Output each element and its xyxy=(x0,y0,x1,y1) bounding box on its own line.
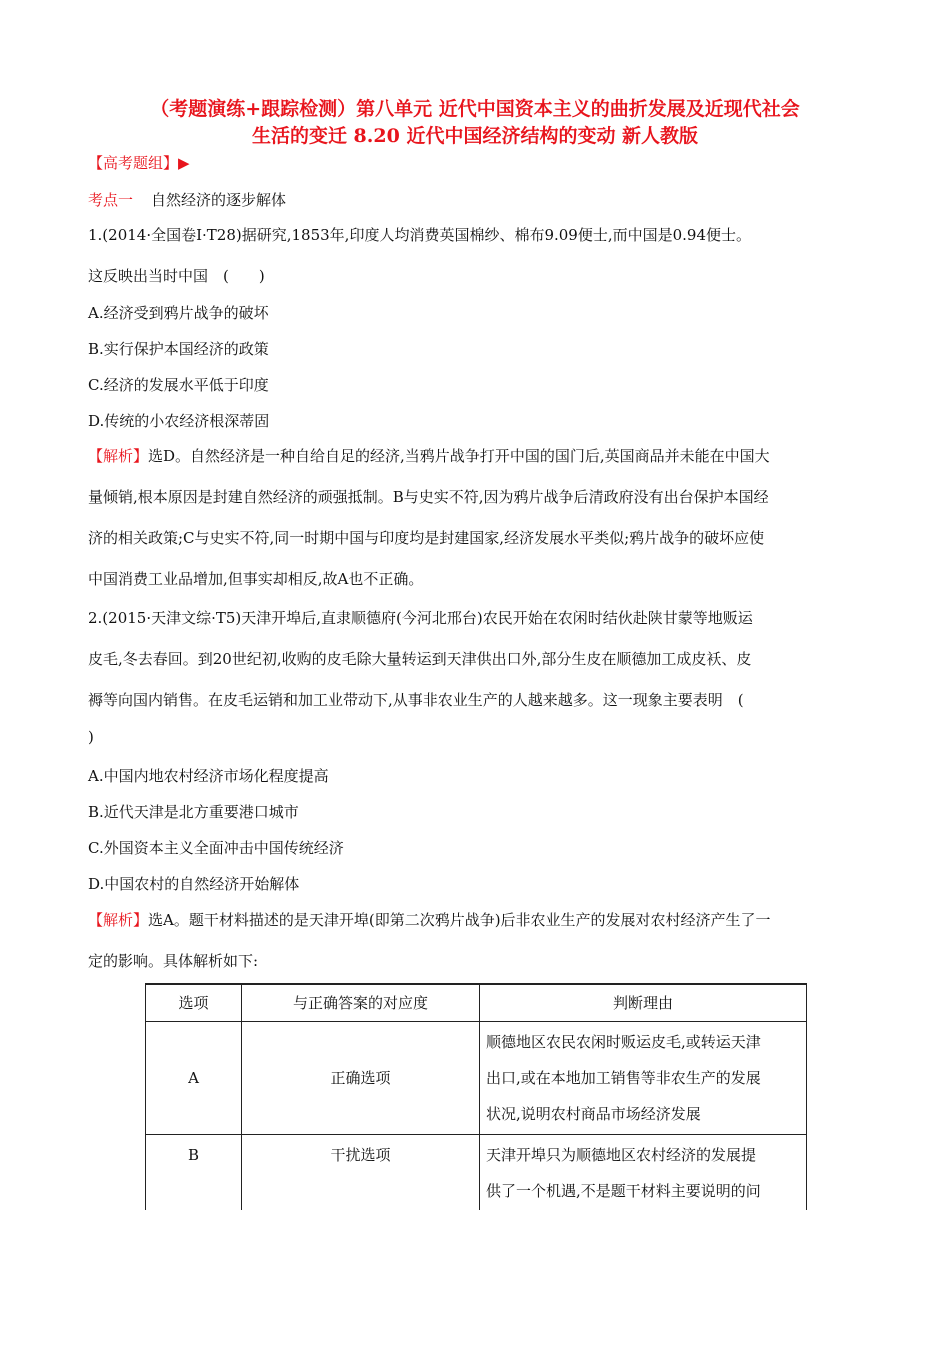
q1-stem-line-1: 1.(2014·全国卷Ⅰ·T28)据研究,1853年,印度人均消费英国棉纱、棉布9.09便士,而中国是0.94便士。 xyxy=(88,226,752,244)
q1-analysis-line-3: 济的相关政策;C与史实不符,同一时期中国与印度均是封建国家,经济发展水平类似;鸦片战争的破坏应使 xyxy=(88,529,765,547)
table-cell-reason: 顺德地区农民农闲时贩运皮毛,或转运天津 出口,或在本地加工销售等非农生产的发展 状况,说明农村商品市场经济发展 xyxy=(480,1022,807,1135)
q2-option-d: D.中国农村的自然经济开始解体 xyxy=(88,875,300,893)
q2-option-c: C.外国资本主义全面冲击中国传统经济 xyxy=(88,839,344,857)
table-header-option: 选项 xyxy=(146,984,242,1022)
q2-stem-line-3: 褥等向国内销售。在皮毛运销和加工业带动下,从事非农业生产的人越来越多。这一现象主要表明 ( xyxy=(88,691,744,709)
q1-option-c: C.经济的发展水平低于印度 xyxy=(88,376,269,394)
table-row xyxy=(146,1022,807,1135)
table-cell-degree: 正确选项 xyxy=(242,1022,480,1135)
q2-analysis-line-2: 定的影响。具体解析如下: xyxy=(88,952,259,970)
table-cell-option: B xyxy=(146,1135,242,1212)
q1-analysis-line-4: 中国消费工业品增加,但事实却相反,故A也不正确。 xyxy=(88,570,424,588)
q2-stem-line-2: 皮毛,冬去春回。到20世纪初,收购的皮毛除大量转运到天津供出口外,部分生皮在顺德加工成皮袄、皮 xyxy=(88,650,752,668)
table-row xyxy=(146,1135,807,1212)
kaodian-name: 自然经济的逐步解体 xyxy=(151,191,287,209)
kaodian-heading xyxy=(88,189,286,210)
q2-stem-line-4: ) xyxy=(88,728,94,746)
q2-option-a: A.中国内地农村经济市场化程度提高 xyxy=(88,767,329,785)
q1-option-d: D.传统的小农经济根深蒂固 xyxy=(88,412,270,430)
q2-stem-line-1: 2.(2015·天津文综·T5)天津开埠后,直隶顺德府(今河北邢台)农民开始在农闲时结伙赴陕甘蒙等地贩运 xyxy=(88,609,753,627)
table-header-row xyxy=(146,984,807,1022)
q1-analysis-tag: 【解析】 xyxy=(88,447,149,465)
kaodian-label: 考点一 xyxy=(88,191,134,209)
title-line-2: 生活的变迁 8.20 近代中国经济结构的变动 新人教版 xyxy=(251,125,699,147)
q1-option-a: A.经济受到鸦片战争的破坏 xyxy=(88,304,269,322)
q1-option-b: B.实行保护本国经济的政策 xyxy=(88,340,269,358)
table-header-degree: 与正确答案的对应度 xyxy=(242,984,480,1022)
q2-analysis-tag: 【解析】 xyxy=(88,911,149,929)
document-title xyxy=(60,96,890,150)
title-line-1: （考题演练+跟踪检测）第八单元 近代中国资本主义的曲折发展及近现代社会 xyxy=(150,98,800,120)
q1-analysis-line-2: 量倾销,根本原因是封建自然经济的顽强抵制。B与史实不符,因为鸦片战争后清政府没有出台保护本国经 xyxy=(88,488,769,506)
section-label: 【高考题组】▶ xyxy=(88,154,190,172)
q1-analysis-line-1: 【解析】选D。自然经济是一种自给自足的经济,当鸦片战争打开中国的国门后,英国商品并未能在中国大 xyxy=(88,447,770,465)
analysis-table xyxy=(145,983,807,1212)
table-header-reason: 判断理由 xyxy=(480,984,807,1022)
q2-analysis-line-1: 【解析】选A。题干材料描述的是天津开埠(即第二次鸦片战争)后非农业生产的发展对农村经济产生了一 xyxy=(88,911,771,929)
table-cell-reason: 天津开埠只为顺德地区农村经济的发展提 供了一个机遇,不是题干材料主要说明的问 xyxy=(480,1135,807,1212)
table-cell-degree: 干扰选项 xyxy=(242,1135,480,1212)
page-bottom-margin xyxy=(140,1210,820,1350)
q1-stem-line-2: 这反映出当时中国 ( ) xyxy=(88,267,265,285)
table-cell-option: A xyxy=(146,1022,242,1135)
q2-option-b: B.近代天津是北方重要港口城市 xyxy=(88,803,299,821)
